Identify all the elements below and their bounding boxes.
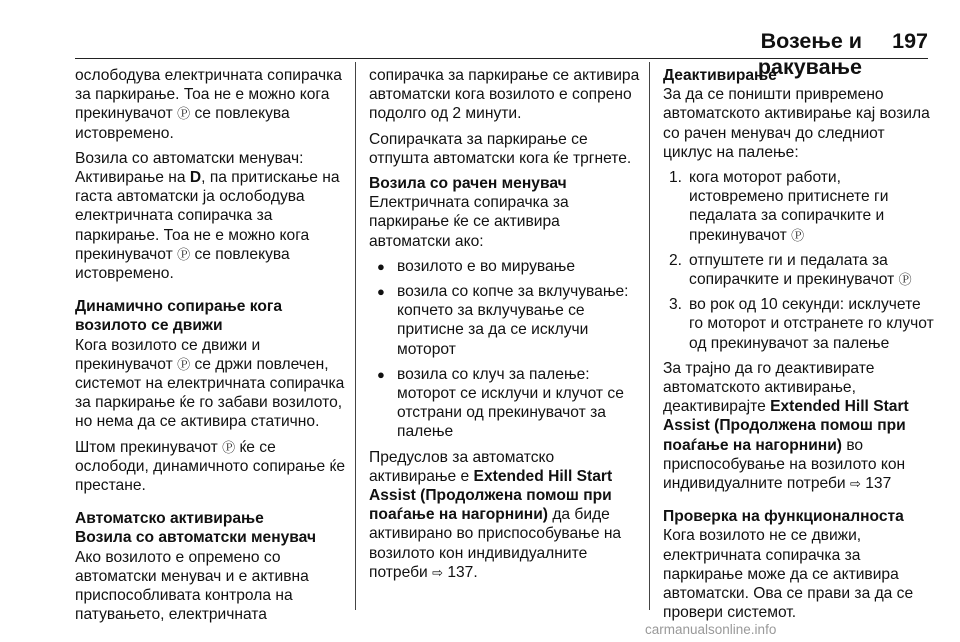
header-rule [75,58,928,59]
parking-brake-icon: Ⓟ [222,439,236,455]
parking-brake-icon: Ⓟ [177,356,191,372]
paragraph: За трајно да го деактивирате автоматското активирање, деактивирајте Extended Hill Start Assist (Продолжена помош при поаѓање на нагорнини) во приспособување на возилото кон индивидуалните потреби ⇨ 137 [663,359,909,493]
subsection-heading: Возила со рачен менувач [369,175,567,193]
column-divider [355,62,356,610]
column-divider [649,62,650,610]
bullet-list [369,257,643,442]
column-2 [369,66,643,588]
list-item: ● возила со копче за вклучување: копчето за вклучување се притисне за да се исклучи моторот [369,282,643,359]
paragraph: Сопирачката за паркирање се отпушта автоматски кога ќе тргнете. [369,130,632,167]
paragraph: Ако возилото е опремено со автоматски менувач и е активна приспособливата контрола на патувањето, електричната [75,548,309,624]
paragraph: Предуслов за автоматско активирање е Extended Hill Start Assist (Продолжена помош при поаѓање на нагорнини) да биде активирано во приспособување на возилото кон индивидуалните потреби ⇨ 137. [369,448,622,581]
parking-brake-icon: Ⓟ [791,227,805,243]
list-item: 1. кога моторот работи, истовремено притиснете ги педалата за сопирачките и прекинувачот Ⓟ [669,169,889,244]
paragraph: Кога возилото се движи и прекинувачот Ⓟ се држи повлечен, системот на електричната сопирачка за паркирање ќе го забави возилото, но нема да се активира статично. [75,336,345,431]
list-item: ● возила со клуч за палење: моторот се исклучи и клучот се отстрани од прекинувачот за палење [369,365,643,442]
page-title: Возење и ракување [757,29,862,79]
section-heading: Деактивирање [663,67,777,84]
paragraph: За да се поништи привремено автоматското активирање кај возила со рачен менувач до следниот циклус на палење: [663,86,930,161]
section-heading: Проверка на функционалноста [663,508,904,526]
list-item: 3. во рок од 10 секунди: исклучете го моторот и отстранете го клучот од прекинувачот за палење [669,296,934,352]
column-3 [663,66,937,628]
page-ref-arrow-icon: ⇨ [849,476,861,492]
page-reference[interactable]: 137. [447,563,478,581]
section-heading: Динамично сопирање кога возилото се движи [75,298,283,335]
section-heading: Автоматско активирање [75,510,264,528]
numbered-list [663,168,937,353]
paragraph: ослободува електричната сопирачка за паркирање. Тоа не е можно кога прекинувачот Ⓟ се повлекува истовремено. [75,67,342,142]
column-1 [75,66,349,630]
subsection-heading: Возила со автоматски менувач [75,529,317,547]
page-number: 197 [892,29,928,53]
list-item: ● возилото е во мирување [369,257,643,276]
paragraph: Електричната сопирачка за паркирање ќе се активира автоматски ако: [369,194,569,250]
watermark: carmanualsonline.info [645,622,777,637]
parking-brake-icon: Ⓟ [177,106,191,122]
page-reference[interactable]: 137 [865,475,892,493]
parking-brake-icon: Ⓟ [898,272,912,288]
paragraph: Возила со автоматски менувач: Активирање на D, па притискање на гаста автоматски ја ослободува електричната сопирачка за паркирање. Тоа не е можно кога прекинувачот Ⓟ се повлекува истовремено. [75,149,340,283]
list-item: 2. отпуштете ги и педалата за сопирачките и прекинувачот Ⓟ [669,251,912,289]
paragraph: Кога возилото не се движи, електричната сопирачка за паркирање може да се активира автоматски. Ова се прави за да се провери системот. [663,527,914,622]
paragraph: Штом прекинувачот Ⓟ ќе се ослободи, динамичното сопирање ќе престане. [75,438,346,495]
paragraph: сопирачка за паркирање се активира автоматски кога возилото е сопрено подолго од 2 минути. [369,67,640,123]
page-ref-arrow-icon: ⇨ [432,564,443,580]
parking-brake-icon: Ⓟ [177,246,191,262]
